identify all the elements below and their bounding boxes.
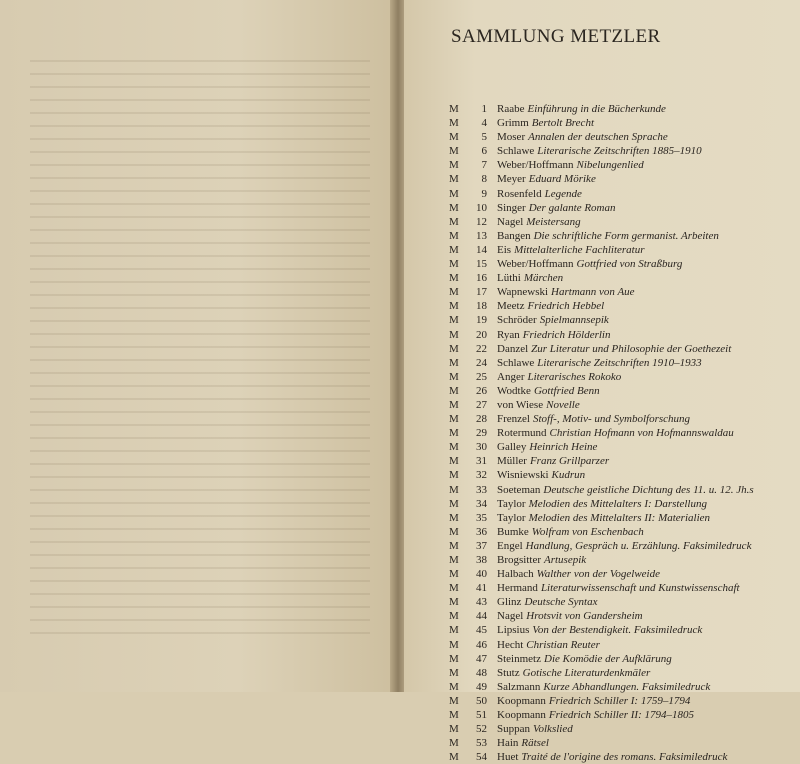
work-title: Franz Grillparzer	[529, 455, 610, 468]
volume-number: 17	[476, 286, 487, 299]
work-title: Wolfram von Eschenbach	[531, 525, 644, 538]
author-name: Taylor	[497, 511, 526, 524]
work-title: Stoff-, Motiv- und Symbolforschung	[532, 413, 691, 426]
series-prefix: M	[449, 328, 459, 341]
series-prefix: M	[449, 201, 459, 214]
volume-number: 29	[476, 427, 487, 440]
author-name: Halbach	[497, 568, 534, 581]
author-name: Schröder	[497, 314, 537, 327]
volume-number: 22	[476, 342, 487, 355]
work-title: Hrotsvit von Gandersheim	[526, 610, 643, 623]
volume-number: 41	[476, 582, 487, 595]
list-item	[449, 595, 789, 609]
author-name: Stutz	[497, 666, 520, 679]
series-prefix: M	[449, 624, 459, 637]
work-title: Artusepik	[544, 554, 587, 566]
author-name: Huet	[497, 751, 519, 764]
series-prefix: M	[449, 596, 459, 609]
list-item	[449, 736, 789, 750]
author-name: Grimm	[497, 117, 529, 130]
list-item	[449, 412, 789, 426]
series-prefix: M	[449, 272, 459, 285]
volume-number: 48	[476, 666, 487, 679]
volume-number: 24	[476, 356, 487, 369]
series-prefix: M	[449, 145, 459, 158]
volume-number: 34	[476, 497, 487, 510]
author-name: von Wiese	[497, 398, 544, 411]
work-title: Melodien des Mittelalters II: Materialien	[528, 511, 711, 524]
work-title: Der galante Roman	[528, 201, 616, 214]
author-name: Lüthi	[497, 272, 521, 285]
list-item	[449, 257, 789, 271]
series-prefix: M	[449, 173, 459, 186]
volume-number: 53	[476, 737, 487, 750]
series-prefix: M	[449, 610, 459, 623]
series-prefix: M	[449, 709, 459, 722]
work-title: Die schriftliche Form germanist. Arbeiten	[533, 229, 719, 242]
work-title: Gotische Literaturdenkmäler	[522, 666, 651, 679]
list-item	[449, 172, 789, 186]
author-name: Wodtke	[497, 384, 531, 397]
series-prefix: M	[449, 441, 459, 454]
series-prefix: M	[449, 469, 459, 482]
work-title: Literarische Zeitschriften 1910–1933	[537, 356, 702, 369]
volume-number: 27	[476, 398, 487, 411]
series-prefix: M	[449, 342, 459, 355]
volume-number: 19	[476, 314, 487, 327]
work-title: Gottfried von Straßburg	[576, 258, 683, 271]
volume-number: 16	[476, 272, 487, 285]
volume-number: 46	[476, 638, 487, 651]
series-prefix: M	[449, 243, 459, 256]
list-item	[449, 285, 789, 299]
author-name: Rotermund	[497, 427, 547, 440]
series-prefix: M	[449, 131, 459, 144]
volume-number: 40	[476, 568, 487, 581]
work-title: Handlung, Gespräch u. Erzählung. Faksimiledruck	[525, 539, 752, 552]
list-item	[449, 666, 789, 680]
author-name: Wapnewski	[497, 286, 549, 299]
series-prefix: M	[449, 652, 459, 665]
author-name: Hecht	[497, 638, 524, 651]
list-item	[449, 130, 789, 144]
work-title: Die Komödie der Aufklärung	[544, 652, 672, 665]
list-item	[449, 454, 789, 468]
volume-number: 51	[476, 709, 487, 722]
list-item	[449, 313, 789, 327]
work-title: Friedrich Schiller II: 1794–1805	[548, 709, 695, 722]
work-title: Christian Hofmann von Hofmannswaldau	[549, 427, 734, 440]
work-title: Deutsche geistliche Dichtung des 11. u. 12. Jh.s	[543, 483, 754, 496]
list-item	[449, 243, 789, 257]
list-item	[449, 229, 789, 243]
series-prefix: M	[449, 483, 459, 496]
series-prefix: M	[449, 694, 459, 707]
volume-number: 13	[476, 229, 487, 242]
list-item	[449, 750, 789, 764]
volume-number: 4	[481, 117, 487, 130]
series-prefix: M	[449, 680, 459, 693]
list-item	[449, 356, 789, 370]
list-item	[449, 144, 789, 158]
list-item	[449, 694, 789, 708]
author-name: Frenzel	[497, 413, 530, 426]
series-prefix: M	[449, 384, 459, 397]
list-item	[449, 652, 789, 666]
volume-number: 30	[476, 441, 487, 454]
work-title: Volkslied	[533, 723, 573, 736]
series-prefix: M	[449, 398, 459, 411]
volume-number: 9	[481, 187, 487, 200]
list-item	[449, 426, 789, 440]
series-prefix: M	[449, 666, 459, 679]
author-name: Soeteman	[497, 483, 541, 496]
author-name: Glinz	[497, 596, 522, 609]
author-name: Rosenfeld	[497, 187, 542, 200]
series-title: SAMMLUNG METZLER	[451, 26, 661, 47]
series-prefix: M	[449, 356, 459, 369]
series-prefix: M	[449, 229, 459, 242]
author-name: Nagel	[497, 215, 524, 228]
volume-number: 44	[476, 610, 487, 623]
author-name: Engel	[497, 539, 523, 552]
work-title: Friedrich Hölderlin	[522, 328, 611, 341]
series-prefix: M	[449, 751, 459, 764]
volume-number: 12	[476, 215, 487, 228]
author-name: Wisniewski	[497, 469, 549, 482]
volume-number: 25	[476, 370, 487, 383]
work-title: Annalen der deutschen Sprache	[528, 131, 668, 144]
author-name: Müller	[497, 455, 527, 468]
list-item	[449, 370, 789, 384]
author-name: Suppan	[497, 723, 530, 736]
volume-number: 7	[481, 159, 487, 172]
volume-number: 45	[476, 624, 487, 637]
volume-number: 35	[476, 511, 487, 524]
work-title: Märchen	[523, 272, 564, 285]
series-prefix: M	[449, 497, 459, 510]
list-item	[449, 483, 789, 497]
series-prefix: M	[449, 539, 459, 552]
work-title: Von der Bestendigkeit. Faksimiledruck	[532, 624, 703, 637]
volume-number: 47	[476, 652, 487, 665]
volume-number: 50	[476, 694, 487, 707]
list-item	[449, 708, 789, 722]
work-title: Literarische Zeitschriften 1885–1910	[537, 145, 702, 158]
work-title: Einführung in die Bücherkunde	[527, 103, 666, 115]
author-name: Galley	[497, 441, 527, 454]
volume-number: 43	[476, 596, 487, 609]
author-name: Bumke	[497, 525, 529, 538]
author-name: Weber/Hoffmann	[497, 258, 574, 271]
list-item	[449, 299, 789, 313]
volume-number: 33	[476, 483, 487, 496]
author-name: Meetz	[497, 300, 525, 313]
list-item	[449, 384, 789, 398]
work-title: Novelle	[546, 398, 580, 411]
list-item	[449, 539, 789, 553]
series-prefix: M	[449, 525, 459, 538]
volume-number: 1	[481, 103, 487, 115]
volume-number: 26	[476, 384, 487, 397]
work-title: Gottfried Benn	[533, 384, 600, 397]
work-title: Traité de l'origine des romans. Faksimiledruck	[521, 751, 728, 764]
series-prefix: M	[449, 427, 459, 440]
volume-number: 38	[476, 554, 487, 566]
list-item	[449, 553, 789, 567]
list-item	[449, 497, 789, 511]
author-name: Nagel	[497, 610, 524, 623]
list-item	[449, 201, 789, 215]
series-list	[449, 102, 789, 764]
list-item	[449, 511, 789, 525]
author-name: Hermand	[497, 582, 538, 595]
author-name: Weber/Hoffmann	[497, 159, 574, 172]
author-name: Taylor	[497, 497, 526, 510]
volume-number: 10	[476, 201, 487, 214]
author-name: Eis	[497, 243, 512, 256]
list-item	[449, 468, 789, 482]
volume-number: 31	[476, 455, 487, 468]
volume-number: 28	[476, 413, 487, 426]
list-item	[449, 342, 789, 356]
work-title: Friedrich Schiller I: 1759–1794	[548, 694, 691, 707]
series-prefix: M	[449, 117, 459, 130]
series-prefix: M	[449, 511, 459, 524]
author-name: Schlawe	[497, 145, 535, 158]
author-name: Schlawe	[497, 356, 535, 369]
author-name: Lipsius	[497, 624, 530, 637]
list-item	[449, 271, 789, 285]
list-item	[449, 116, 789, 130]
list-item	[449, 581, 789, 595]
work-title: Walther von der Vogelweide	[536, 568, 660, 581]
work-title: Legende	[544, 187, 582, 200]
list-item	[449, 609, 789, 623]
work-title: Melodien des Mittelalters I: Darstellung	[528, 497, 707, 510]
volume-number: 8	[481, 173, 487, 186]
series-prefix: M	[449, 723, 459, 736]
author-name: Singer	[497, 201, 526, 214]
list-item	[449, 328, 789, 342]
author-name: Koopmann	[497, 694, 546, 707]
volume-number: 36	[476, 525, 487, 538]
volume-number: 20	[476, 328, 487, 341]
work-title: Meistersang	[526, 215, 581, 228]
volume-number: 6	[481, 145, 487, 158]
author-name: Ryan	[497, 328, 520, 341]
author-name: Brogsitter	[497, 554, 541, 566]
series-prefix: M	[449, 187, 459, 200]
series-prefix: M	[449, 638, 459, 651]
author-name: Moser	[497, 131, 526, 144]
work-title: Deutsche Syntax	[524, 596, 598, 609]
list-item	[449, 623, 789, 637]
author-name: Raabe	[497, 103, 525, 115]
work-title: Literarisches Rokoko	[527, 370, 622, 383]
series-prefix: M	[449, 314, 459, 327]
list-item	[449, 638, 789, 652]
series-prefix: M	[449, 455, 459, 468]
volume-number: 5	[481, 131, 487, 144]
work-title: Kurze Abhandlungen. Faksimiledruck	[543, 680, 711, 693]
series-prefix: M	[449, 300, 459, 313]
work-title: Friedrich Hebbel	[527, 300, 605, 313]
series-prefix: M	[449, 215, 459, 228]
series-prefix: M	[449, 413, 459, 426]
work-title: Literaturwissenschaft und Kunstwissenschaft	[540, 582, 740, 595]
work-title: Christian Reuter	[526, 638, 600, 651]
list-item	[449, 215, 789, 229]
work-title: Hartmann von Aue	[551, 286, 635, 299]
series-prefix: M	[449, 258, 459, 271]
author-name: Danzel	[497, 342, 529, 355]
series-prefix: M	[449, 159, 459, 172]
volume-number: 54	[476, 751, 487, 764]
left-page	[0, 0, 397, 692]
volume-number: 15	[476, 258, 487, 271]
list-item	[449, 102, 789, 116]
author-name: Koopmann	[497, 709, 546, 722]
list-item	[449, 525, 789, 539]
volume-number: 18	[476, 300, 487, 313]
series-prefix: M	[449, 103, 459, 115]
show-through-text	[30, 60, 370, 640]
list-item	[449, 722, 789, 736]
series-prefix: M	[449, 554, 459, 566]
series-prefix: M	[449, 286, 459, 299]
author-name: Hain	[497, 737, 519, 750]
list-item	[449, 440, 789, 454]
work-title: Eduard Mörike	[528, 173, 596, 186]
work-title: Nibelungenlied	[576, 159, 644, 172]
series-prefix: M	[449, 737, 459, 750]
volume-number: 49	[476, 680, 487, 693]
author-name: Anger	[497, 370, 525, 383]
list-item	[449, 158, 789, 172]
work-title: Zur Literatur und Philosophie der Goethezeit	[531, 342, 732, 355]
author-name: Steinmetz	[497, 652, 541, 665]
author-name: Salzmann	[497, 680, 541, 693]
work-title: Mittelalterliche Fachliteratur	[514, 243, 645, 256]
list-item	[449, 187, 789, 201]
series-prefix: M	[449, 370, 459, 383]
work-title: Rätsel	[521, 737, 549, 750]
list-item	[449, 398, 789, 412]
list-item	[449, 567, 789, 581]
series-prefix: M	[449, 568, 459, 581]
work-title: Spielmannsepik	[539, 314, 609, 327]
volume-number: 32	[476, 469, 487, 482]
author-name: Meyer	[497, 173, 526, 186]
work-title: Bertolt Brecht	[531, 117, 594, 130]
volume-number: 37	[476, 539, 487, 552]
series-prefix: M	[449, 582, 459, 595]
work-title: Heinrich Heine	[529, 441, 598, 454]
volume-number: 52	[476, 723, 487, 736]
author-name: Bangen	[497, 229, 531, 242]
work-title: Kudrun	[551, 469, 586, 482]
volume-number: 14	[476, 243, 487, 256]
